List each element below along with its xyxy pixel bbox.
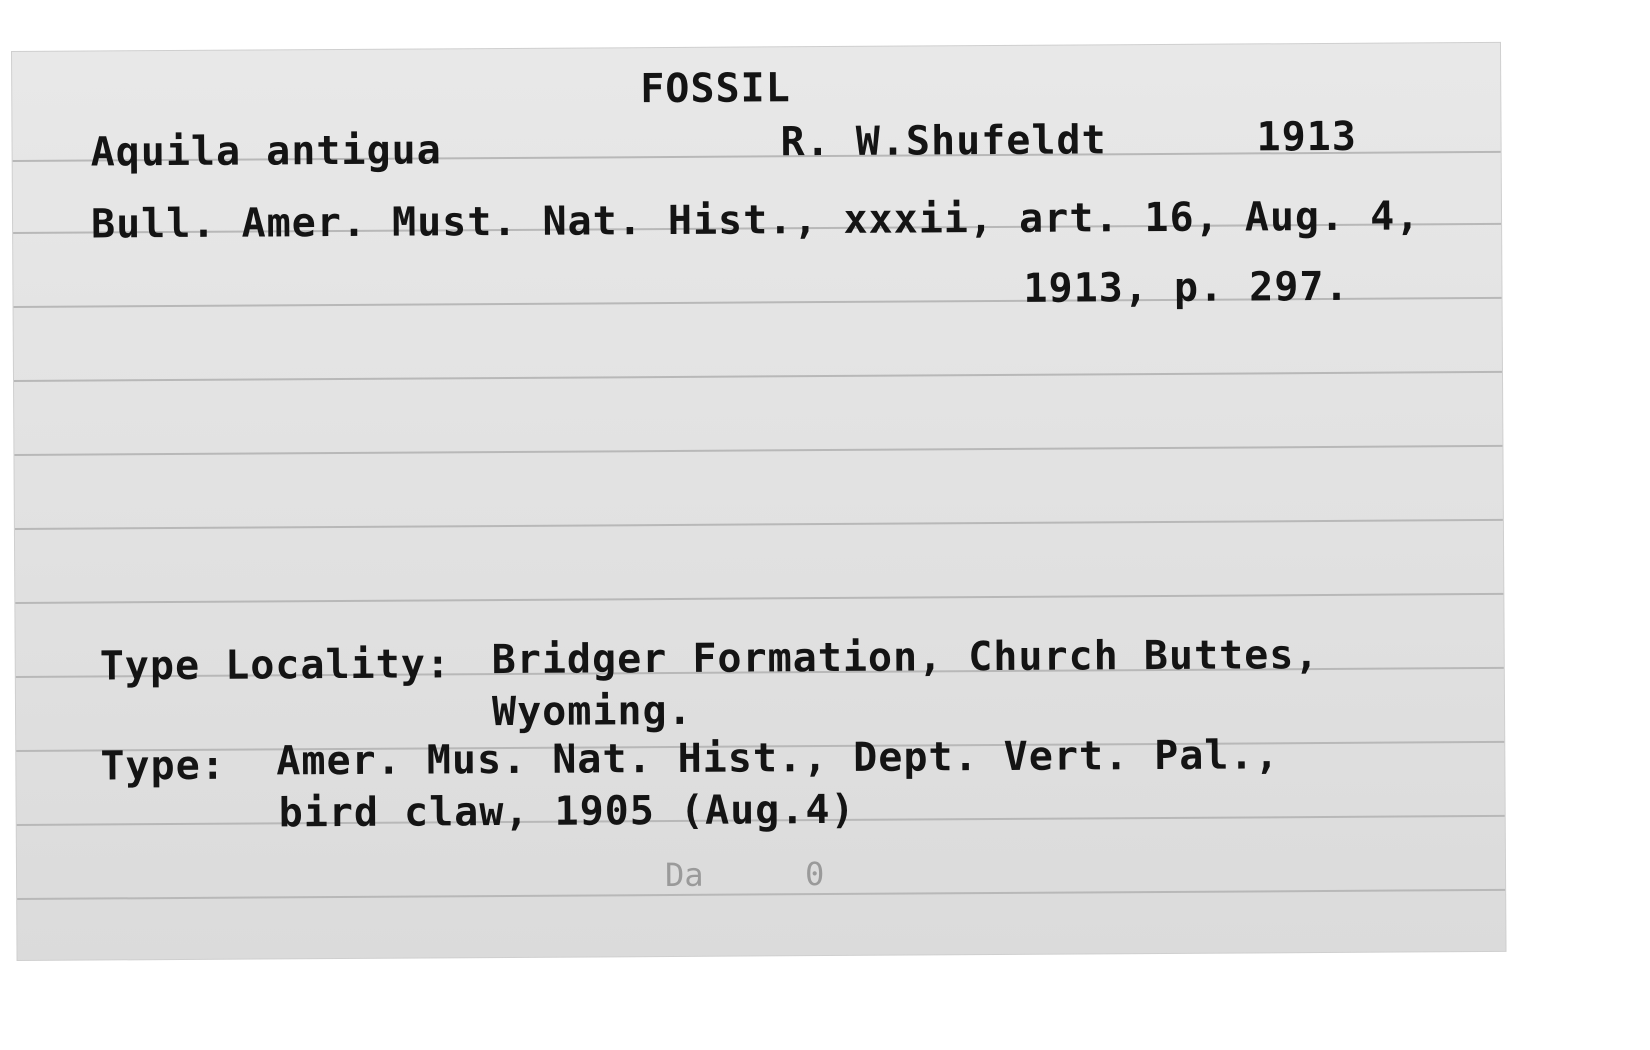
card-rule (15, 519, 1503, 530)
catalog-card (12, 43, 1506, 960)
faint-stamp-mark: 0 (804, 855, 825, 894)
citation-line-1: Bull. Amer. Must. Nat. Hist., xxxii, art. 16, Aug. 4, (90, 193, 1421, 248)
author-name: R. W.Shufeldt (780, 117, 1107, 166)
publication-year: 1913 (1256, 113, 1358, 161)
type-locality-line-2: Wyoming. (491, 687, 693, 736)
card-rule (14, 371, 1502, 382)
species-name: Aquila antigua (90, 127, 442, 176)
faint-stamp-mark: Da (664, 855, 704, 895)
type-line-1: Amer. Mus. Nat. Hist., Dept. Vert. Pal., (276, 732, 1280, 785)
type-locality-label: Type Locality: (99, 641, 452, 690)
card-heading: FOSSIL (640, 65, 791, 113)
type-label: Type: (100, 742, 226, 790)
type-locality-line-1: Bridger Formation, Church Buttes, (491, 632, 1320, 684)
card-rule (15, 593, 1503, 604)
card-rule (17, 889, 1505, 900)
card-rule (14, 445, 1502, 456)
citation-line-2: 1913, p. 297. (1023, 263, 1350, 312)
type-line-2: bird claw, 1905 (Aug.4) (278, 786, 856, 837)
